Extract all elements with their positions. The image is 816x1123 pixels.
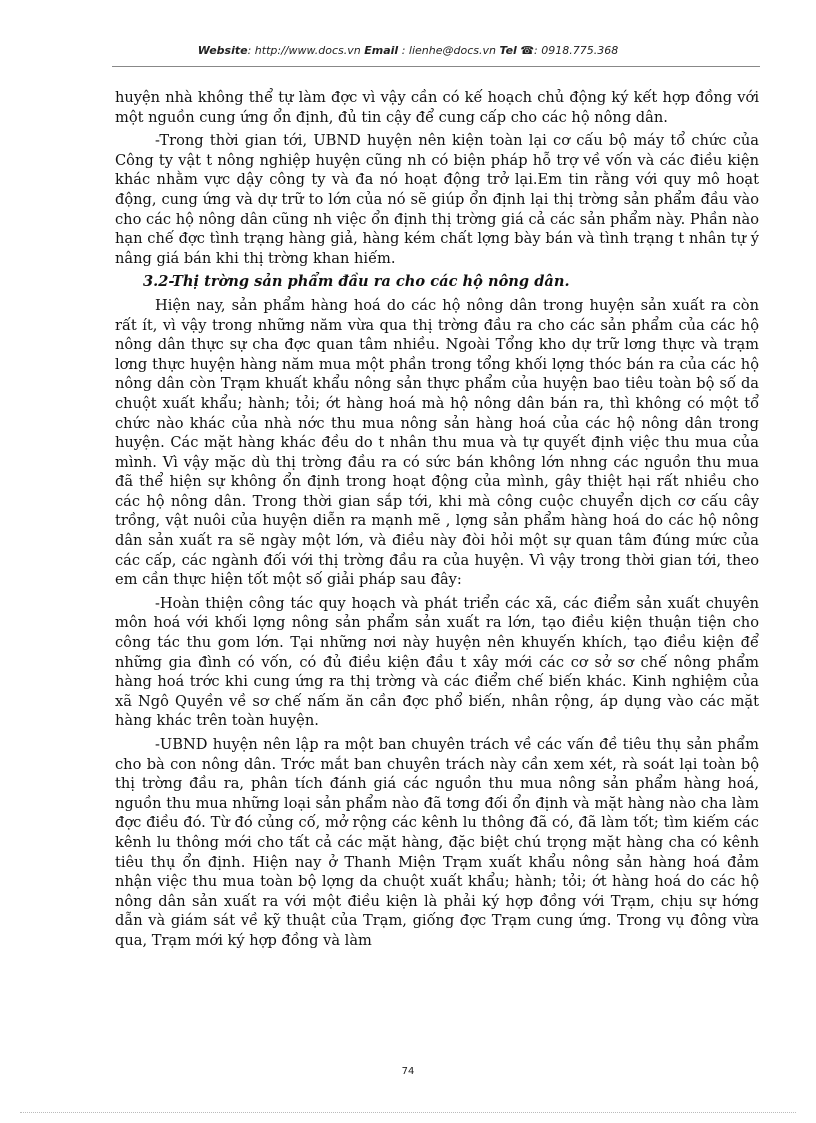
footer-divider xyxy=(20,1112,796,1113)
tel-value: : 0918.775.368 xyxy=(534,44,619,57)
page-header xyxy=(0,44,816,57)
section-heading: 3.2-Thị trờng sản phẩm đầu ra cho các hộ nông dân. xyxy=(143,273,570,291)
paragraph-3: Hiện nay, sản phẩm hàng hoá do các hộ nông dân trong huyện sản xuất ra còn rất ít, vì vậy trong những năm vừa qua thị trờng đầu ra cho các sản phẩm của các hộ nông dân thực sự cha đợc quan tâm nhiều. Ngoài Tổng kho dự trữ lơng thực và trạm lơng thực huyện hàng năm mua một phần trong tổng khối lợng thóc bán ra của các hộ nông dân còn Trạm khuất khẩu nông sản thực phẩm của huyện bao tiêu toàn bộ số da chuột xuất khẩu; hành; tỏi; ớt hàng hoá mà hộ nông dân bán ra, thì không có một tổ chức nào khác của nhà nớc thu mua nông sản hàng hoá của các hộ nông dân trong huyện. Các mặt hàng khác đều do t nhân thu mua và tự quyết định việc thu mua của mình. Vì vậy mặc dù thị trờng đầu ra có sức bán không lớn nhng các nguồn thu mua đã thể hiện sự không ổn định trong hoạt động của mình, gây thiệt hại rất nhiều cho các hộ nông dân. Trong thời gian sắp tới, khi mà công cuộc chuyển dịch cơ cấu cây trồng, vật nuôi của huyện diễn ra mạnh mẽ , lợng sản phẩm hàng hoá do các hộ nông dân sản xuất ra sẽ ngày một lớn, và điều này đòi hỏi một sự quan tâm đúng mức của các cấp, các ngành đối với thị trờng đầu ra của huyện. Vì vậy trong thời gian tới, theo em cần thực hiện tốt một số giải pháp sau đây: xyxy=(115,296,759,589)
paragraph-5: -UBND huyện nên lập ra một ban chuyên trách về các vấn đề tiêu thụ sản phẩm cho bà con nông dân. Trớc mắt ban chuyên trách này cần xem xét, rà soát lại toàn bộ thị trờng đầu ra, phân tích đánh giá các nguồn thu mua nông sản phẩm hàng hoá, nguồn thu mua những loại sản phẩm nào đã tơng đối ổn định và mặt hàng nào cha làm đợc điều đó. Từ đó củng cố, mở rộng các kênh lu thông đã có, đã làm tốt; tìm kiếm các kênh lu thông mới cho tất cả các mặt hàng, đặc biệt chú trọng mặt hàng cha có kênh tiêu thụ ổn định. Hiện nay ở Thanh Miện Trạm xuất khẩu nông sản hàng hoá đảm nhận việc thu mua toàn bộ lợng da chuột xuất khẩu; hành; tỏi; ớt hàng hoá do các hộ nông dân sản xuất ra với một điều kiện là phải ký hợp đồng với Trạm, chịu sự hớng dẫn và giám sát về kỹ thuật của Trạm, giống đợc Trạm cung ứng. Trong vụ đông vừa qua, Trạm mới ký hợp đồng và làm xyxy=(115,736,759,949)
email-value: : lienhe@docs.vn xyxy=(398,44,500,57)
phone-icon: ☎ xyxy=(520,44,535,57)
website-value: : http://www.docs.vn xyxy=(247,44,365,57)
document-body xyxy=(115,88,759,955)
paragraph-2: -Trong thời gian tới, UBND huyện nên kiện toàn lại cơ cấu bộ máy tổ chức của Công ty vật t nông nghiệp huyện cũng nh có biện pháp hỗ trợ về vốn và các điều kiện khác nhằm vực dậy công ty và đa nó hoạt động trở lại.Em tin rằng với quy mô hoạt động, cung ứng và dự trữ to lớn của nó sẽ giúp ổn định lại thị trờng sản phẩm đầu vào cho các hộ nông dân cũng nh việc ổn định thị trờng giá cả các sản phẩm này. Phần nào hạn chế đợc tình trạng hàng giả, hàng kém chất lợng bày bán và tình trạng t nhân tự ý nâng giá bán khi thị trờng khan hiếm. xyxy=(115,132,759,267)
paragraph-1: huyện nhà không thể tự làm đợc vì vậy cần có kế hoạch chủ động ký kết hợp đồng với một nguồn cung ứng ổn định, đủ tin cậy để cung cấp cho các hộ nông dân. xyxy=(115,89,759,126)
email-label: Email xyxy=(364,44,399,57)
paragraph-4: -Hoàn thiện công tác quy hoạch và phát triển các xã, các điểm sản xuất chuyên môn hoá với khối lợng nông sản phẩm sản xuất ra lớn, tạo điều kiện thuận tiện cho công tác thu gom lớn. Tại những nơi này huyện nên khuyến khích, tạo điều kiện để những gia đình có vốn, có đủ điều kiện đầu t xây mới các cơ sở sơ chế nông phẩm hàng hoá trớc khi cung ứng ra thị trờng và các điểm chế biến khác. Kinh nghiệm của xã Ngô Quyền về sơ chế nấm ăn cần đợc phổ biến, nhân rộng, áp dụng vào các mặt hàng khác trên toàn huyện. xyxy=(115,594,759,730)
page-number: 74 xyxy=(401,1066,415,1077)
tel-label: Tel xyxy=(499,44,517,57)
header-divider xyxy=(112,66,760,67)
website-label: Website xyxy=(197,44,248,57)
